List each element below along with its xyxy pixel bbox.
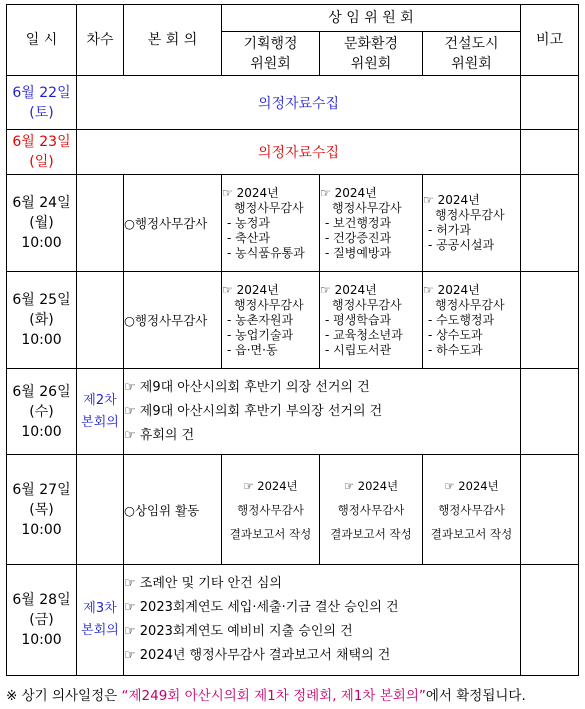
span-cell: 의정자료수집 [77,130,521,175]
committee-cell: ☞ 2024년 행정사무감사 - 허가과 - 공공시설과 [423,175,521,272]
committee-cell: ☞ 2024년 행정사무감사 - 수도행정과 - 상수도과 - 하수도과 [423,272,521,369]
committee-cell: ☞ 2024년 행정사무감사 - 농촌자원과 - 농업기술과 - 읍·면·동 [222,272,320,369]
agenda-item: ☞ 조례안 및 기타 안건 심의 [124,576,282,591]
remarks-cell [521,565,579,676]
committee-cell: ☞ 2024년 행정사무감사 결과보고서 작성 [222,455,320,565]
footer-prefix: ※ 상기 의사일정은 [6,688,122,704]
plenary-agenda-cell [124,565,521,676]
schedule-table [6,4,579,676]
session-cell: 제3차 본회의 [77,565,124,676]
date-cell: 6월 23일 (일) [7,130,77,175]
committee-cell: ☞ 2024년 행정사무감사 - 평생학습과 - 교육청소년과 - 시립도서관 [320,272,423,369]
table-row [7,175,579,272]
date-cell: 6월 22일 (토) [7,76,77,130]
table-row [7,76,579,130]
header-standing-committees: 상 임 위 원 회 [222,5,521,32]
agenda-item: ☞ 제9대 아산시의회 후반기 의장 선거의 건 [124,379,370,395]
plenary-cell: ○상임위 활동 [124,455,222,565]
agenda-item: ☞ 2023회계연도 예비비 지출 승인의 건 [124,624,353,639]
remarks-cell [521,76,579,130]
committee-cell: ☞ 2024년 행정사무감사 결과보고서 작성 [320,455,423,565]
header-date: 일 시 [7,5,77,76]
table-row [7,272,579,369]
header-plenary: 본 회 의 [124,5,222,76]
header-session: 차수 [77,5,124,76]
remarks-cell [521,175,579,272]
remarks-cell [521,455,579,565]
table-row [7,565,579,676]
header-committee-culture: 문화환경 위원회 [320,32,423,76]
span-cell: 의정자료수집 [77,76,521,130]
agenda-item: ☞ 2023회계연도 세입·세출·기금 결산 승인의 건 [124,600,399,615]
remarks-cell [521,130,579,175]
footer-note [6,684,526,704]
date-cell: 6월 25일 (화) 10:00 [7,272,77,369]
table-row [7,369,579,455]
footer-highlight: “제249회 아산시의회 제1차 정례회, 제1차 본회의” [121,688,426,704]
committee-cell: ☞ 2024년 행정사무감사 - 보건행정과 - 건강증진과 - 질병예방과 [320,175,423,272]
session-cell [77,455,124,565]
agenda-item: ☞ 휴회의 건 [124,427,195,443]
committee-cell: ☞ 2024년 행정사무감사 - 농정과 - 축산과 - 농식품유통과 [222,175,320,272]
date-cell: 6월 27일 (목) 10:00 [7,455,77,565]
committee-cell: ☞ 2024년 행정사무감사 결과보고서 작성 [423,455,521,565]
session-cell [77,175,124,272]
agenda-item: ☞ 2024년 행정사무감사 결과보고서 채택의 건 [124,648,391,663]
plenary-agenda-cell [124,369,521,455]
header-remarks: 비고 [521,5,579,76]
plenary-cell: ○행정사무감사 [124,272,222,369]
footer-suffix: 에서 확정됩니다. [425,688,526,704]
table-row [7,130,579,175]
date-cell: 6월 26일 (수) 10:00 [7,369,77,455]
plenary-cell: ○행정사무감사 [124,175,222,272]
session-cell [77,272,124,369]
table-row [7,455,579,565]
header-committee-construction: 건설도시 위원회 [423,32,521,76]
agenda-item: ☞ 제9대 아산시의회 후반기 부의장 선거의 건 [124,403,383,419]
date-cell: 6월 24일 (월) 10:00 [7,175,77,272]
date-cell: 6월 28일 (금) 10:00 [7,565,77,676]
header-committee-planning: 기획행정 위원회 [222,32,320,76]
remarks-cell [521,272,579,369]
session-cell: 제2차 본회의 [77,369,124,455]
remarks-cell [521,369,579,455]
